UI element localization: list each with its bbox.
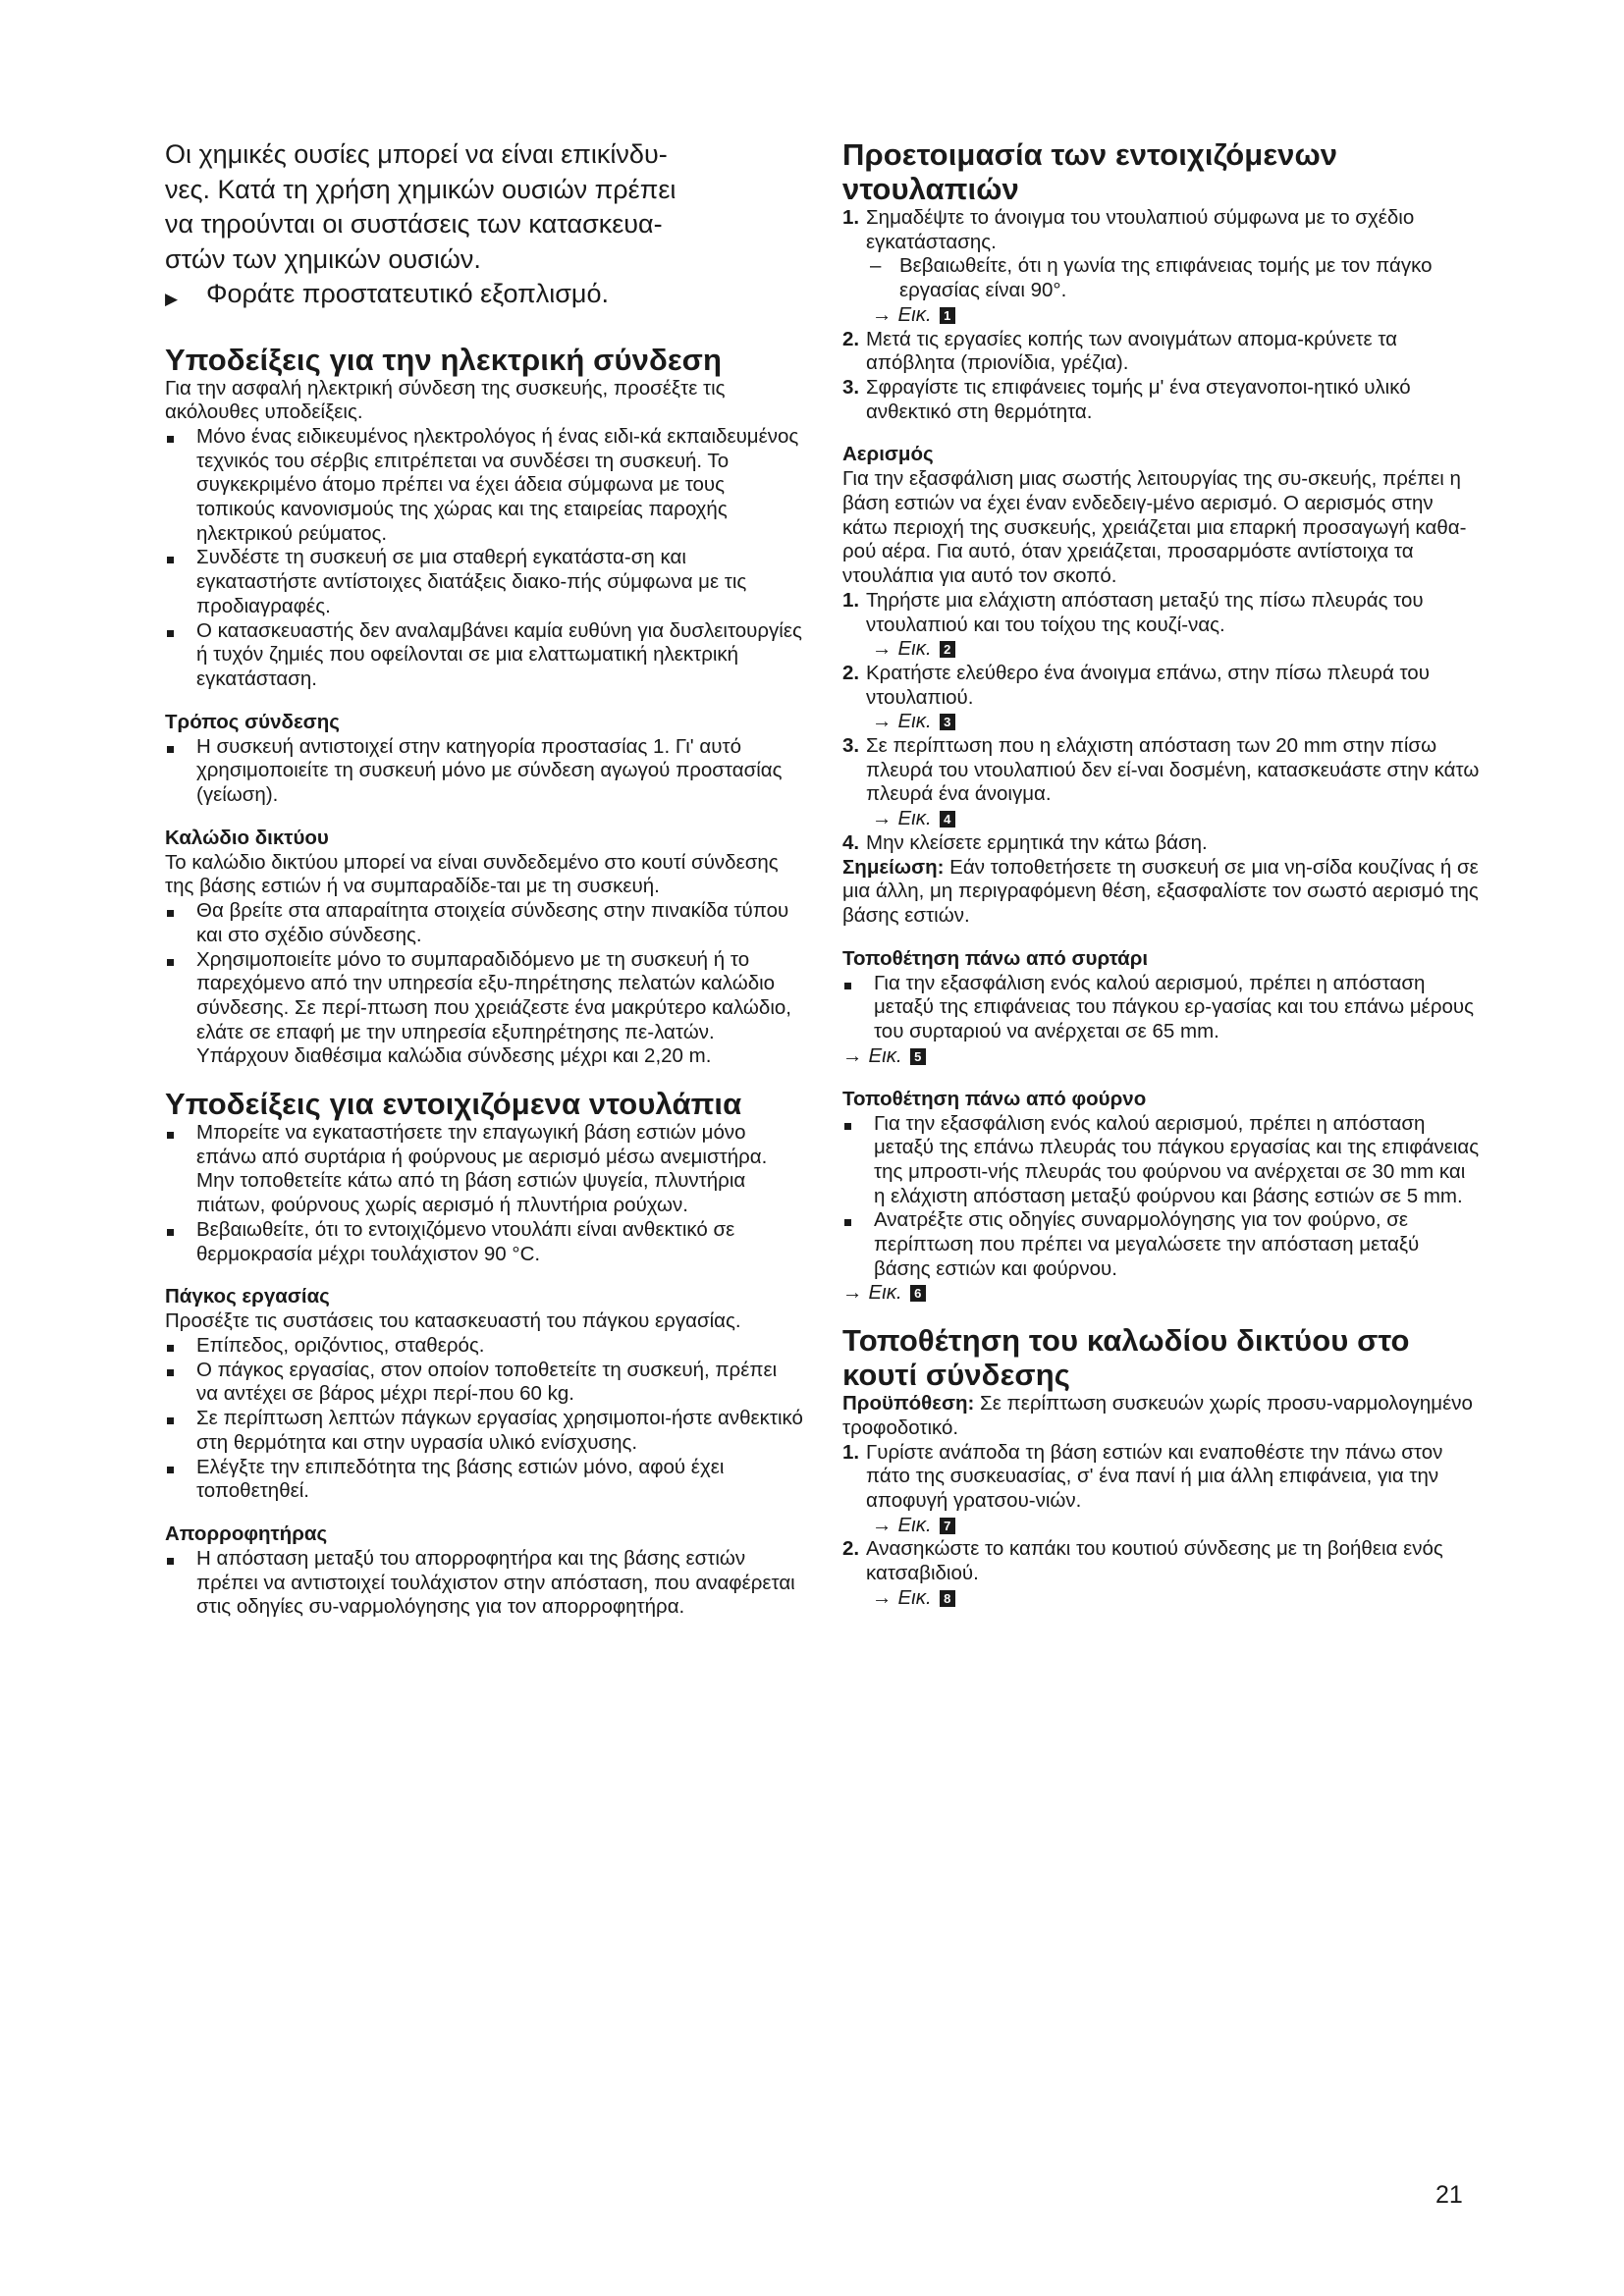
bullet-icon — [165, 735, 196, 808]
numbered-step — [842, 328, 1481, 376]
bullet-text: Ανατρέξτε στις οδηγίες συναρμολόγησης για τον φούρνο, σε περίπτωση που πρέπει να μεγαλώσετε την απόσταση μεταξύ βάσης εστιών και φούρνου. — [874, 1208, 1420, 1280]
step-number: 3. — [842, 734, 860, 758]
subheading-above-drawer: Τοποθέτηση πάνω από συρτάρι — [842, 946, 1149, 970]
bullet-item — [165, 1121, 803, 1218]
prerequisite — [842, 1392, 1481, 1440]
subheading-worktop: Πάγκος εργασίας — [165, 1285, 330, 1308]
bullet-text: Ελέγξτε την επιπεδότητα της βάσης εστιών μόνο, αφού έχει τοποθετηθεί. — [196, 1455, 725, 1503]
sub-step-text: Βεβαιωθείτε, ότι η γωνία της επιφάνειας τομής με τον πάγκο εργασίας είναι 90°. — [899, 254, 1433, 302]
bullet-text: Επίπεδος, οριζόντιος, σταθερός. — [196, 1334, 485, 1357]
figure-reference — [842, 1044, 1481, 1069]
figure-label: Εικ. — [897, 807, 932, 830]
arrow-icon: → — [842, 1043, 863, 1067]
bullet-item — [165, 619, 803, 692]
bullet-icon — [165, 425, 196, 547]
figure-label: Εικ. — [897, 1513, 932, 1536]
bullet-item — [842, 1208, 1481, 1281]
step-text: Σημαδέψτε το άνοιγμα του ντουλαπιού σύμφωνα με το σχέδιο εγκατάστασης. — [866, 206, 1415, 253]
arrow-icon: → — [872, 637, 893, 661]
prerequisite-label: Προϋπόθεση: — [842, 1392, 975, 1415]
step-text: Γυρίστε ανάποδα τη βάση εστιών και εναποθέστε την πάνω στον πάτο της συσκευασίας, σ' ένα πανί ή μια άλλη επιφάνεια, για την αποφυγή γρατσου-νιών. — [866, 1440, 1443, 1512]
action-arrow-icon: ▶ — [165, 290, 179, 308]
section-heading-preparation: Προετοιμασία των εντοιχιζόμενων ντουλαπιών — [842, 137, 1338, 206]
figure-number-badge: 3 — [940, 714, 955, 730]
bullet-text: Ο κατασκευαστής δεν αναλαμβάνει καμία ευθύνη για δυσλειτουργίες ή τυχόν ζημιές που οφείλονται σε μια ελαττωματική ηλεκτρική εγκατάσταση. — [196, 618, 802, 690]
figure-number-badge: 4 — [940, 811, 955, 828]
step-text: Σφραγίστε τις επιφάνειες τομής μ' ένα στεγανοποι-ητικό υλικό ανθεκτικό στη θερμότητα. — [866, 375, 1411, 423]
figure-number-badge: 2 — [940, 641, 955, 658]
dash-marker: – — [870, 254, 882, 278]
bullet-text: Μπορείτε να εγκαταστήσετε την επαγωγική βάση εστιών μόνο επάνω από συρτάρια ή φούρνους με αερισμό μέσω ανεμιστήρα. Μην τοποθετείτε κάτω από τη βάση εστιών ψυγεία, πλυντήρια πιάτων, φούρνους χωρίς αερισμό ή πλυντήρια ρούχων. — [196, 1121, 768, 1217]
subheading-ventilation: Αερισμός — [842, 443, 934, 466]
figure-label: Εικ. — [897, 302, 932, 326]
prerequisite-text: Σε περίπτωση συσκευών χωρίς προσυ-ναρμολογημένο τροφοδοτικό. — [842, 1392, 1473, 1439]
step-text: Κρατήστε ελεύθερο ένα άνοιγμα επάνω, στην πίσω πλευρά του ντουλαπιού. — [866, 661, 1430, 709]
note-label: Σημείωση: — [842, 855, 945, 879]
bullet-item — [165, 948, 803, 1070]
section-intro: Το καλώδιο δικτύου μπορεί να είναι συνδεδεμένο στο κουτί σύνδεσης της βάσης εστιών ή να συμπαραδίδε-ται με τη συσκευή. — [165, 850, 779, 898]
bullet-item — [165, 546, 803, 618]
bullet-item — [165, 735, 803, 808]
step-number: 1. — [842, 206, 860, 229]
bullet-icon — [165, 948, 196, 1070]
bullet-text: Χρησιμοποιείτε μόνο το συμπαραδιδόμενο με τη συσκευή ή το παρεχόμενο από την υπηρεσία εξυ-πηρέτησης πελατών καλώδιο σύνδεσης. Σε περί-πτωση που χρειάζεστε ένα μακρύτερο καλώδιο, ελάτε σε επαφή με την υπηρεσία εξυπηρέτησης πε-λατών. Υπάρχουν διαθέσιμα καλώδια σύνδεσης μέχρι και 2,20 m. — [196, 947, 791, 1068]
figure-number-badge: 5 — [910, 1048, 926, 1065]
figure-number-badge: 1 — [940, 307, 955, 324]
numbered-step — [842, 1441, 1481, 1514]
arrow-icon: → — [872, 1513, 893, 1536]
bullet-icon — [165, 1334, 196, 1359]
section-heading-mains-cable: Τοποθέτηση του καλωδίου δικτύου στο κουτί σύνδεσης — [842, 1323, 1410, 1393]
figure-label: Εικ. — [868, 1043, 902, 1067]
figure-reference — [842, 1586, 1481, 1611]
bullet-text: Θα βρείτε στα απαραίτητα στοιχεία σύνδεσης στην πινακίδα τύπου και στο σχέδιο σύνδεσης. — [196, 899, 789, 946]
step-text: Μην κλείσετε ερμητικά την κάτω βάση. — [866, 830, 1208, 854]
section-heading-built-in: Υποδείξεις για εντοιχιζόμενα ντουλάπια — [165, 1087, 742, 1122]
bullet-item — [165, 1407, 803, 1455]
figure-number-badge: 6 — [910, 1285, 926, 1302]
numbered-step — [842, 734, 1481, 807]
figure-label: Εικ. — [868, 1281, 902, 1305]
bullet-text: Μόνο ένας ειδικευμένος ηλεκτρολόγος ή ένας ειδι-κά εκπαιδευμένος τεχνικός του σέρβις επιτρέπεται να συνδέσει τη συσκευή. Το συγκεκριμένο άτομο πρέπει να έχει άδεια σύμφωνα με τους τοπικούς κανονισμούς της χώρας και της εταιρείας παροχής ηλεκτρικού ρεύματος. — [196, 424, 799, 545]
figure-label: Εικ. — [897, 710, 932, 733]
bullet-icon — [165, 1407, 196, 1455]
bullet-text: Σε περίπτωση λεπτών πάγκων εργασίας χρησιμοποι-ήστε ανθεκτικό στη θερμότητα και στην υγρασία υλικό ενίσχυσης. — [196, 1407, 803, 1454]
figure-reference — [842, 807, 1481, 831]
step-text: Σε περίπτωση που η ελάχιστη απόσταση των 20 mm στην πίσω πλευρά του ντουλαπιού δεν εί-ναι δοσμένη, κατασκευάστε στην κάτω πλευρά ένα άνοιγμα. — [866, 734, 1480, 806]
bullet-item — [165, 1359, 803, 1407]
bullet-item — [842, 1112, 1481, 1209]
bullet-text: Για την εξασφάλιση ενός καλού αερισμού, πρέπει η απόσταση μεταξύ της επιφάνειας του πάγκου ερ-γασίας και του επάνω μέρους του συρταριού να ανέρχεται σε 65 mm. — [874, 971, 1474, 1043]
bullet-icon — [165, 546, 196, 618]
chemical-warning — [165, 137, 803, 317]
figure-reference — [842, 303, 1481, 328]
step-number: 1. — [842, 1440, 860, 1464]
warning-line: να τηρούνται οι συστάσεις των κατασκευα- — [165, 209, 663, 239]
note — [842, 856, 1481, 929]
bullet-text: Η απόσταση μεταξύ του απορροφητήρα και της βάσης εστιών πρέπει να αντιστοιχεί τουλάχιστον στην απόσταση, που αναφέρεται στις οδηγίες συ-ναρμολόγησης για τον απορροφητήρα. — [196, 1546, 795, 1619]
figure-reference — [842, 710, 1481, 734]
action-text: Φοράτε προστατευτικό εξοπλισμό. — [206, 279, 610, 308]
warning-line: Οι χημικές ουσίες μπορεί να είναι επικίνδυ- — [165, 139, 668, 169]
numbered-step — [842, 1537, 1481, 1585]
bullet-item — [165, 1456, 803, 1504]
bullet-icon — [165, 1218, 196, 1266]
numbered-step — [842, 589, 1481, 637]
bullet-icon — [165, 899, 196, 947]
bullet-item — [842, 972, 1481, 1044]
arrow-icon: → — [872, 302, 893, 326]
figure-label: Εικ. — [897, 637, 932, 661]
step-text: Ανασηκώστε το καπάκι του κουτιού σύνδεσης με τη βοήθεια ενός κατσαβιδιού. — [866, 1537, 1443, 1585]
figure-reference — [842, 1281, 1481, 1306]
figure-label: Εικ. — [897, 1585, 932, 1609]
numbered-step — [842, 662, 1481, 710]
arrow-icon: → — [872, 1585, 893, 1609]
bullet-text: Ο πάγκος εργασίας, στον οποίον τοποθετείτε τη συσκευή, πρέπει να αντέχει σε βάρος μέχρι περί-που 60 kg. — [196, 1358, 778, 1406]
bullet-text: Συνδέστε τη συσκευή σε μια σταθερή εγκατάστα-ση και εγκαταστήστε αντίστοιχες διατάξεις διακο-πής σύμφωνα με τις προδιαγραφές. — [196, 546, 747, 617]
step-number: 2. — [842, 661, 860, 684]
subheading-hood: Απορροφητήρας — [165, 1522, 328, 1545]
step-number: 2. — [842, 1537, 860, 1561]
numbered-step — [842, 831, 1481, 856]
bullet-text: Για την εξασφάλιση ενός καλού αερισμού, πρέπει η απόσταση μεταξύ της επάνω πλευράς του πάγκου εργασίας και της επιφάνειας της μπροστι-νής πλευράς του φούρνου να ανέρχεται σε 30 mm και η ελάχιστη απόσταση μεταξύ φούρνου και βάσης εστιών σε 5 mm. — [874, 1111, 1480, 1207]
section-intro: Για την εξασφάλιση μιας σωστής λειτουργίας της συ-σκευής, πρέπει η βάση εστιών να έχει έναν ενδεδειγ-μένο αερισμό. Ο αερισμός στην κάτω περιοχή της συσκευής, χρειάζεται μια επαρκή προσαγωγή καθα-ρού αέρα. Για αυτό, όταν χρειάζεται, προσαρμόστε αντίστοιχα τα ντουλάπια για αυτό τον σκοπό. — [842, 467, 1467, 588]
bullet-item — [165, 899, 803, 947]
figure-number-badge: 8 — [940, 1590, 955, 1607]
bullet-item — [165, 425, 803, 547]
numbered-step — [842, 206, 1481, 254]
warning-line: στών των χημικών ουσιών. — [165, 243, 481, 274]
arrow-icon: → — [842, 1281, 863, 1305]
numbered-step — [842, 376, 1481, 424]
left-column — [165, 137, 803, 1620]
arrow-icon: → — [872, 710, 893, 733]
step-number: 1. — [842, 588, 860, 612]
subheading-connection-type: Τρόπος σύνδεσης — [165, 710, 340, 733]
figure-number-badge: 7 — [940, 1518, 955, 1534]
step-text: Μετά τις εργασίες κοπής των ανοιγμάτων απομα-κρύνετε τα απόβλητα (πριονίδια, γρέζια). — [866, 327, 1398, 375]
bullet-icon — [165, 1359, 196, 1407]
figure-reference — [842, 1514, 1481, 1538]
subheading-mains-cable: Καλώδιο δικτύου — [165, 826, 329, 849]
bullet-icon — [165, 1121, 196, 1218]
bullet-text: Βεβαιωθείτε, ότι το εντοιχιζόμενο ντουλάπι είναι ανθεκτικό σε θερμοκρασία μέχρι τουλάχιστον 90 °C. — [196, 1217, 735, 1265]
figure-reference — [842, 637, 1481, 662]
warning-line: νες. Κατά τη χρήση χημικών ουσιών πρέπει — [165, 174, 677, 204]
bullet-icon — [165, 1456, 196, 1504]
section-intro: Προσέξτε τις συστάσεις του κατασκευαστή του πάγκου εργασίας. — [165, 1309, 741, 1333]
right-column — [842, 137, 1481, 1610]
bullet-item — [165, 1547, 803, 1620]
step-number: 4. — [842, 830, 860, 854]
section-heading-electrical: Υποδείξεις για την ηλεκτρική σύνδεση — [165, 342, 723, 377]
step-number: 2. — [842, 327, 860, 350]
action-step — [165, 277, 803, 317]
bullet-text: Η συσκευή αντιστοιχεί στην κατηγορία προστασίας 1. Γι' αυτό χρησιμοποιείτε τη συσκευή μόνο με σύνδεση αγωγού προστασίας (γείωση). — [196, 734, 783, 807]
bullet-icon — [842, 1208, 874, 1281]
bullet-icon — [842, 972, 874, 1044]
bullet-icon — [842, 1112, 874, 1209]
bullet-item — [165, 1218, 803, 1266]
step-text: Τηρήστε μια ελάχιστη απόσταση μεταξύ της πίσω πλευράς του ντουλαπιού και του τοίχου της κουζί-νας. — [866, 588, 1424, 636]
section-intro: Για την ασφαλή ηλεκτρική σύνδεση της συσκευής, προσέξτε τις ακόλουθες υποδείξεις. — [165, 376, 726, 424]
arrow-icon: → — [872, 807, 893, 830]
page-number: 21 — [1435, 2181, 1463, 2209]
step-number: 3. — [842, 375, 860, 399]
note-text: Εάν τοποθετήσετε τη συσκευή σε μια νη-σίδα κουζίνας ή σε μια άλλη, μη περιγραφόμενη θέση, εξασφαλίστε τον σωστό αερισμό της βάσης εστιών. — [842, 855, 1479, 927]
bullet-icon — [165, 619, 196, 692]
bullet-item — [165, 1334, 803, 1359]
subheading-above-oven: Τοποθέτηση πάνω από φούρνο — [842, 1087, 1147, 1110]
sub-step — [842, 254, 1481, 302]
bullet-icon — [165, 1547, 196, 1620]
